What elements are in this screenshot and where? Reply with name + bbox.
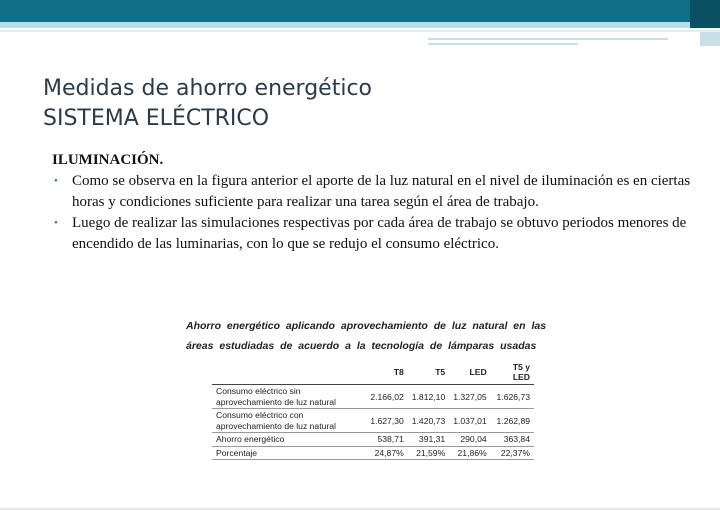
header-accent-block <box>700 32 720 46</box>
bullet-item <box>52 213 692 255</box>
table-cell: 1.262,89 <box>491 409 534 433</box>
header-band-light <box>0 22 720 28</box>
table-cell: 391,31 <box>408 433 449 447</box>
table-header-row <box>212 360 534 385</box>
slide-body <box>52 150 692 255</box>
header-accent-line <box>428 38 668 40</box>
header-band <box>0 0 720 22</box>
column-header: LED <box>449 360 490 385</box>
table-cell: 290,04 <box>449 433 490 447</box>
column-header <box>212 360 366 385</box>
table-cell: 363,84 <box>491 433 534 447</box>
header-corner-block <box>690 0 720 28</box>
bullet-list <box>52 171 692 255</box>
header-rule <box>0 30 720 32</box>
header-accent-line-short <box>428 43 578 45</box>
slide-title <box>43 74 372 134</box>
bullet-icon: • <box>54 175 58 187</box>
energy-table <box>212 360 534 460</box>
table-cell: 21,86% <box>449 446 490 460</box>
table-cell: 1.812,10 <box>408 385 449 409</box>
bullet-icon: • <box>54 217 58 229</box>
slide-title-line2: SISTEMA ELÉCTRICO <box>43 106 270 131</box>
table-cell: 1.627,30 <box>366 409 407 433</box>
table-cell: 1.327,05 <box>449 385 490 409</box>
table-cell: 1.420,73 <box>408 409 449 433</box>
row-label: Ahorro energético <box>212 433 366 447</box>
table-cell: 1.626,73 <box>491 385 534 409</box>
row-label: Porcentaje <box>212 446 366 460</box>
table-row <box>212 409 534 433</box>
table-cell: 2.166,02 <box>366 385 407 409</box>
table-row <box>212 446 534 460</box>
table-cell: 538,71 <box>366 433 407 447</box>
section-heading: ILUMINACIÓN. <box>52 152 164 168</box>
bullet-text: Luego de realizar las simulaciones respectivas por cada área de trabajo se obtuvo periodos menores de encendido de las luminarias, con lo que se redujo el consumo eléctrico. <box>72 215 687 252</box>
column-header: T5 <box>408 360 449 385</box>
table-row <box>212 433 534 447</box>
table-cell: 21,59% <box>408 446 449 460</box>
table-cell: 24,87% <box>366 446 407 460</box>
bullet-item <box>52 171 692 213</box>
bullet-text: Como se observa en la figura anterior el aporte de la luz natural en el nivel de iluminación es en ciertas horas y condiciones suficiente para realizar una tarea según el área de trabajo. <box>72 173 691 210</box>
row-label: Consumo eléctrico con aprovechamiento de luz natural <box>212 409 366 433</box>
column-header: T5 y LED <box>491 360 534 385</box>
table-caption: Ahorro energético aplicando aprovechamiento de luz natural en las áreas estudiadas de acuerdo a la tecnología de lámparas usadas <box>186 320 547 352</box>
row-label: Consumo eléctrico sin aprovechamiento de luz natural <box>212 385 366 409</box>
table-cell: 22,37% <box>491 446 534 460</box>
slide-title-line1: Medidas de ahorro energético <box>43 76 373 101</box>
table-cell: 1.037,01 <box>449 409 490 433</box>
table-row <box>212 385 534 409</box>
table-figure <box>186 316 566 458</box>
column-header: T8 <box>366 360 407 385</box>
